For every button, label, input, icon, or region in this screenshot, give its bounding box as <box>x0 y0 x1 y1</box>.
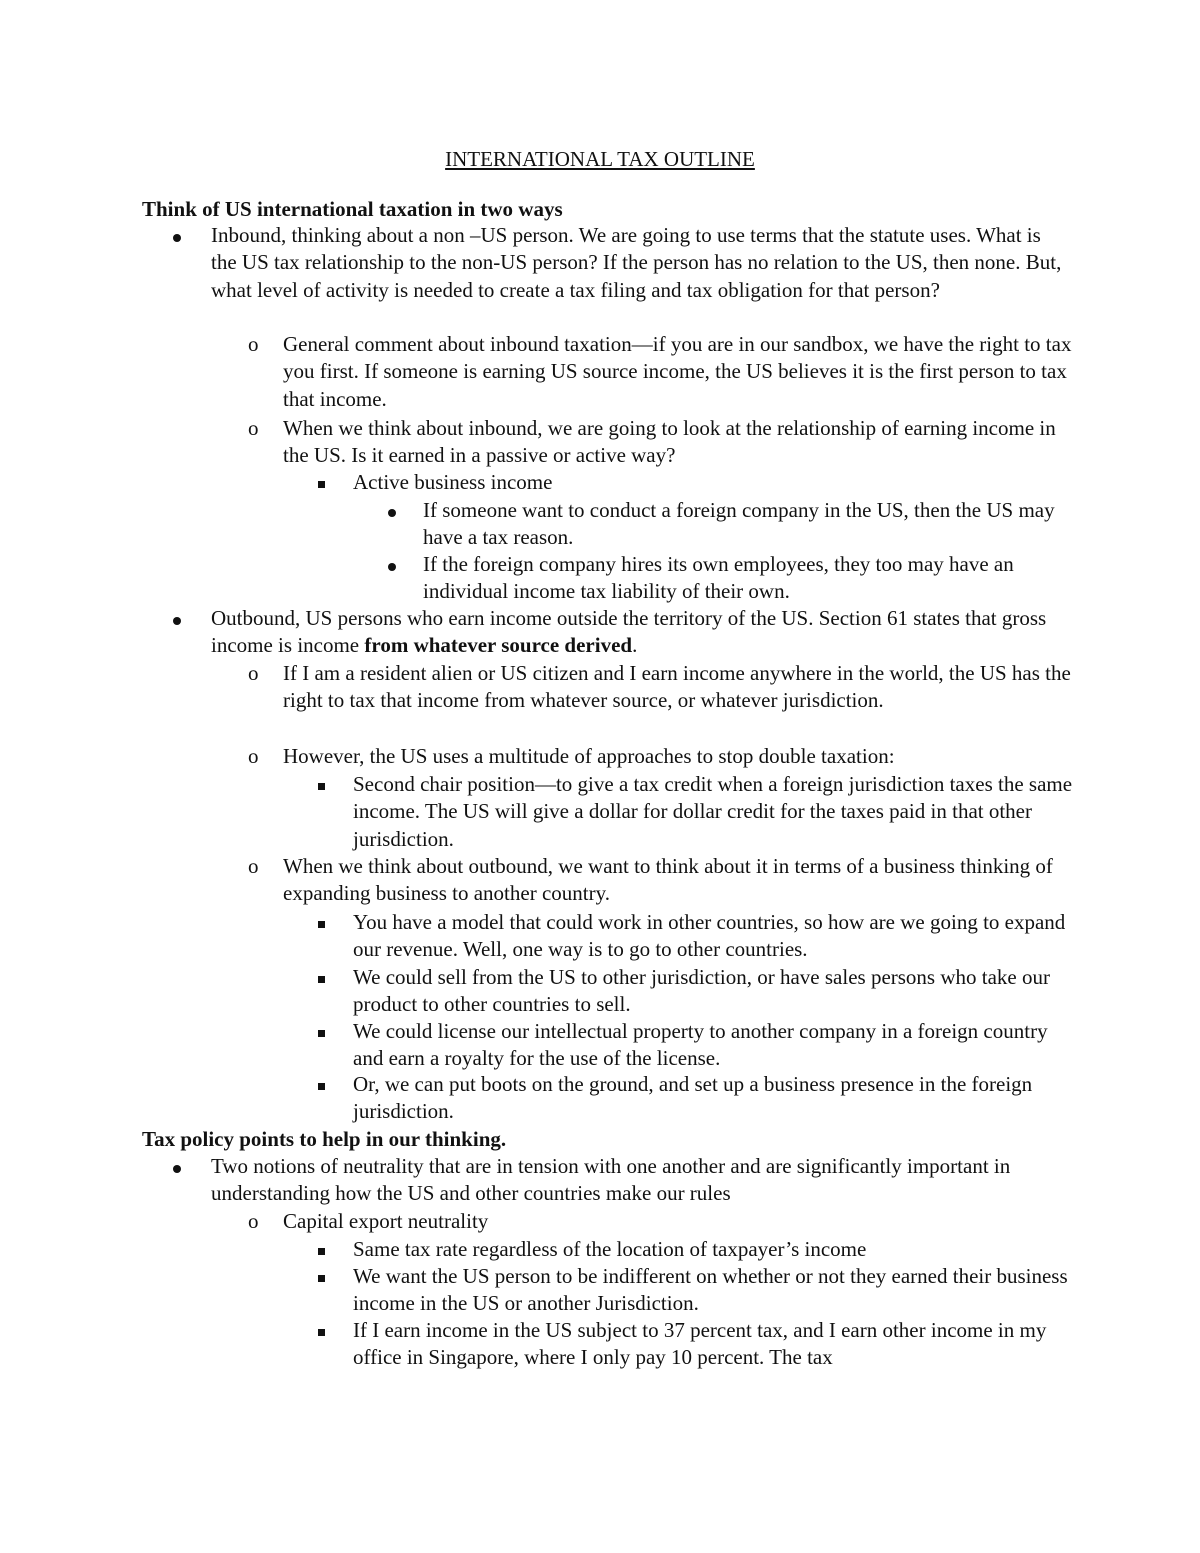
circle-bullet-icon: o <box>248 332 259 356</box>
square-bullet-icon <box>318 1319 325 1346</box>
page-title: INTERNATIONAL TAX OUTLINE <box>445 147 755 171</box>
list-item-outbound <box>211 605 1071 660</box>
square-bullet-icon <box>318 1073 325 1100</box>
outbound-text: Outbound, US persons who earn income outside the territory of the US. Section 61 states that gross income is income <box>211 606 1047 658</box>
bullet-icon <box>388 551 396 578</box>
list-item-outbound-double: However, the US uses a multitude of approaches to stop double taxation: <box>283 744 895 768</box>
list-item-model: You have a model that could work in other countries, so how are we going to expand our revenue. Well, one way is to go to other countries. <box>353 910 1066 962</box>
list-item-outbound-resident: If I am a resident alien or US citizen and I earn income anywhere in the world, the US has the right to tax that income from whatever source, or whatever jurisdiction. <box>283 661 1071 713</box>
list-item-second-chair: Second chair position—to give a tax credit when a foreign jurisdiction taxes the same income. The US will give a dollar for dollar credit for the taxes paid in that other jurisdiction. <box>353 772 1073 851</box>
list-item-inbound: Inbound, thinking about a non –US person. We are going to use terms that the statute uses. What is the US tax relationship to the non-US person? If the person has no relation to the US, then none. But, what level of activity is needed to create a tax filing and tax obligation for that person? <box>211 223 1062 302</box>
square-bullet-icon <box>318 471 325 498</box>
bullet-icon <box>173 222 181 249</box>
square-bullet-icon <box>318 911 325 938</box>
circle-bullet-icon: o <box>248 744 259 768</box>
square-bullet-icon <box>318 1265 325 1292</box>
outbound-bold-text: from whatever source derived <box>364 633 633 658</box>
square-bullet-icon <box>318 966 325 993</box>
circle-bullet-icon: o <box>248 661 259 685</box>
list-item-cen: Capital export neutrality <box>283 1209 489 1233</box>
list-item-cen-2: We want the US person to be indifferent on whether or not they earned their business income in the US or another Jurisdiction. <box>353 1264 1068 1316</box>
list-item-active-1: If someone want to conduct a foreign company in the US, then the US may have a tax reason. <box>423 498 1055 550</box>
outbound-suffix: . <box>632 633 638 658</box>
list-item-inbound-general: General comment about inbound taxation—if you are in our sandbox, we have the right to tax you first. If someone is earning US source income, the US believes it is the first person to tax that income. <box>283 332 1072 411</box>
list-item-active-2: If the foreign company hires its own employees, they too may have an individual income tax liability of their own. <box>423 552 1014 604</box>
circle-bullet-icon: o <box>248 416 259 440</box>
list-item-cen-3: If I earn income in the US subject to 37 percent tax, and I earn other income in my office in Singapore, where I only pay 10 percent. The tax <box>353 1318 1047 1370</box>
bullet-icon <box>173 1153 181 1180</box>
list-item-license: We could license our intellectual property to another company in a foreign country and earn a royalty for the use of the license. <box>353 1019 1048 1071</box>
circle-bullet-icon: o <box>248 1209 259 1233</box>
list-item-outbound-business: When we think about outbound, we want to think about it in terms of a business thinking of expanding business to another country. <box>283 854 1053 906</box>
square-bullet-icon <box>318 1238 325 1265</box>
square-bullet-icon <box>318 773 325 800</box>
list-item-neutrality: Two notions of neutrality that are in tension with one another and are significantly important in understanding how the US and other countries make our rules <box>211 1154 1011 1206</box>
list-item-active-business: Active business income <box>353 470 553 494</box>
list-item-inbound-relationship: When we think about inbound, we are going to look at the relationship of earning income in the US. Is it earned in a passive or active way? <box>283 416 1056 468</box>
list-item-cen-1: Same tax rate regardless of the location of taxpayer’s income <box>353 1237 867 1261</box>
square-bullet-icon <box>318 1020 325 1047</box>
list-item-sell: We could sell from the US to other jurisdiction, or have sales persons who take our product to other countries to sell. <box>353 965 1050 1017</box>
list-item-boots: Or, we can put boots on the ground, and set up a business presence in the foreign jurisdiction. <box>353 1072 1033 1124</box>
section-heading-tax-policy: Tax policy points to help in our thinking. <box>142 1127 507 1151</box>
circle-bullet-icon: o <box>248 854 259 878</box>
bullet-icon <box>388 497 396 524</box>
section-heading-two-ways: Think of US international taxation in two ways <box>142 197 563 221</box>
bullet-icon <box>173 605 181 632</box>
